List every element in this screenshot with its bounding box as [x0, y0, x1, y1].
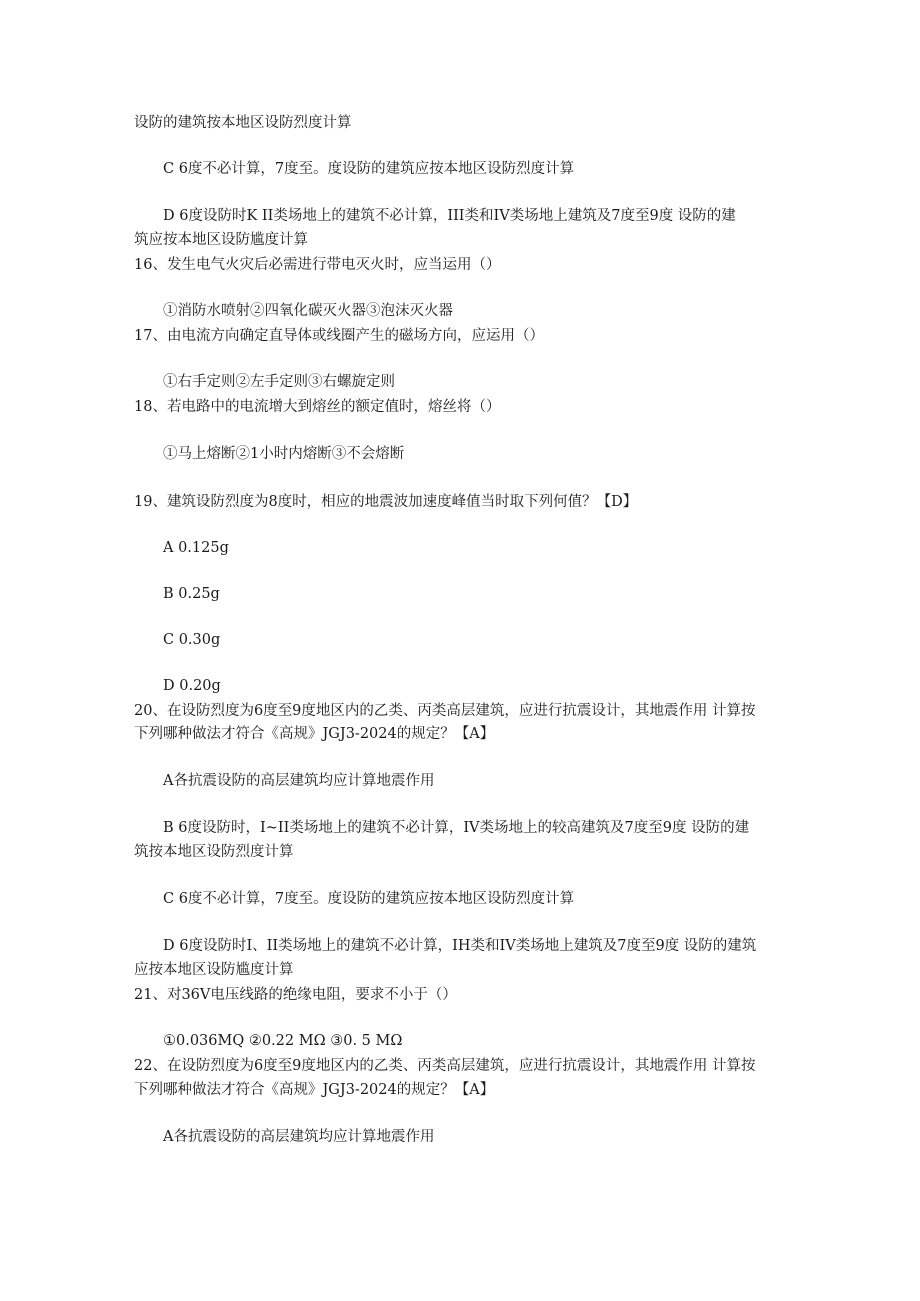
option-line: ①0.036MQ ②0.22 MΩ ③0. 5 MΩ: [163, 1033, 403, 1049]
option-line: C 6度不必计算，7度至。度设防的建筑应按本地区设防烈度计算: [163, 161, 575, 177]
text-line: 下列哪种做法才符合《高规》JGJ3-2024的规定？【A】: [134, 726, 495, 742]
option-line: A各抗震设防的高层建筑均应计算地震作用: [163, 773, 435, 789]
option-line: C 0.30g: [163, 632, 221, 648]
question-line: 16、发生电气火灾后必需进行带电灭火时，应当运用（）: [134, 257, 501, 273]
option-line: ①消防水喷射②四氧化碳灭火器③泡沫灭火器: [163, 303, 453, 319]
question-line: 17、由电流方向确定直导体或线圈产生的磁场方向，应运用（）: [134, 328, 544, 344]
text-line: 筑应按本地区设防尴度计算: [134, 232, 308, 248]
question-line: 20、在设防烈度为6度至9度地区内的乙类、丙类高层建筑，应进行抗震设计，其地震作用 计算按: [134, 703, 756, 719]
text-line: 筑按本地区设防烈度计算: [134, 844, 294, 860]
text-line: 应按本地区设防尴度计算: [134, 962, 294, 978]
option-line: C 6度不必计算，7度至。度设防的建筑应按本地区设防烈度计算: [163, 891, 575, 907]
question-line: 18、若电路中的电流增大到熔丝的额定值时，熔丝将（）: [134, 399, 501, 415]
question-line: 21、对36V电压线路的绝缘电阻，要求不小于（）: [134, 987, 457, 1003]
option-line: A 0.125g: [163, 540, 229, 556]
option-line: B 6度设防时，I~II类场地上的建筑不必计算，IV类场地上的较高建筑及7度至9度 设防的建: [163, 820, 750, 836]
option-line: A各抗震设防的高层建筑均应计算地震作用: [163, 1129, 435, 1145]
option-line: D 6度设防时K II类场地上的建筑不必计算，III类和IV类场地上建筑及7度至9度 设防的建: [163, 208, 736, 224]
text-line: 下列哪种做法才符合《高规》JGJ3-2024的规定？【A】: [134, 1082, 495, 1098]
question-line: 19、建筑设防烈度为8度时，相应的地震波加速度峰值当时取下列何值？【D】: [134, 494, 638, 510]
option-line: B 0.25g: [163, 586, 220, 602]
text-line: 设防的建筑按本地区设防烈度计算: [134, 115, 352, 131]
option-line: ①马上熔断②1小时内熔断③不会熔断: [163, 446, 405, 462]
option-line: D 6度设防时I、II类场地上的建筑不必计算，IH类和IV类场地上建筑及7度至9度 设防的建筑: [163, 938, 757, 954]
question-line: 22、在设防烈度为6度至9度地区内的乙类、丙类高层建筑，应进行抗震设计，其地震作用 计算按: [134, 1058, 756, 1074]
option-line: ①右手定则②左手定则③右螺旋定则: [163, 374, 395, 390]
option-line: D 0.20g: [163, 678, 221, 694]
